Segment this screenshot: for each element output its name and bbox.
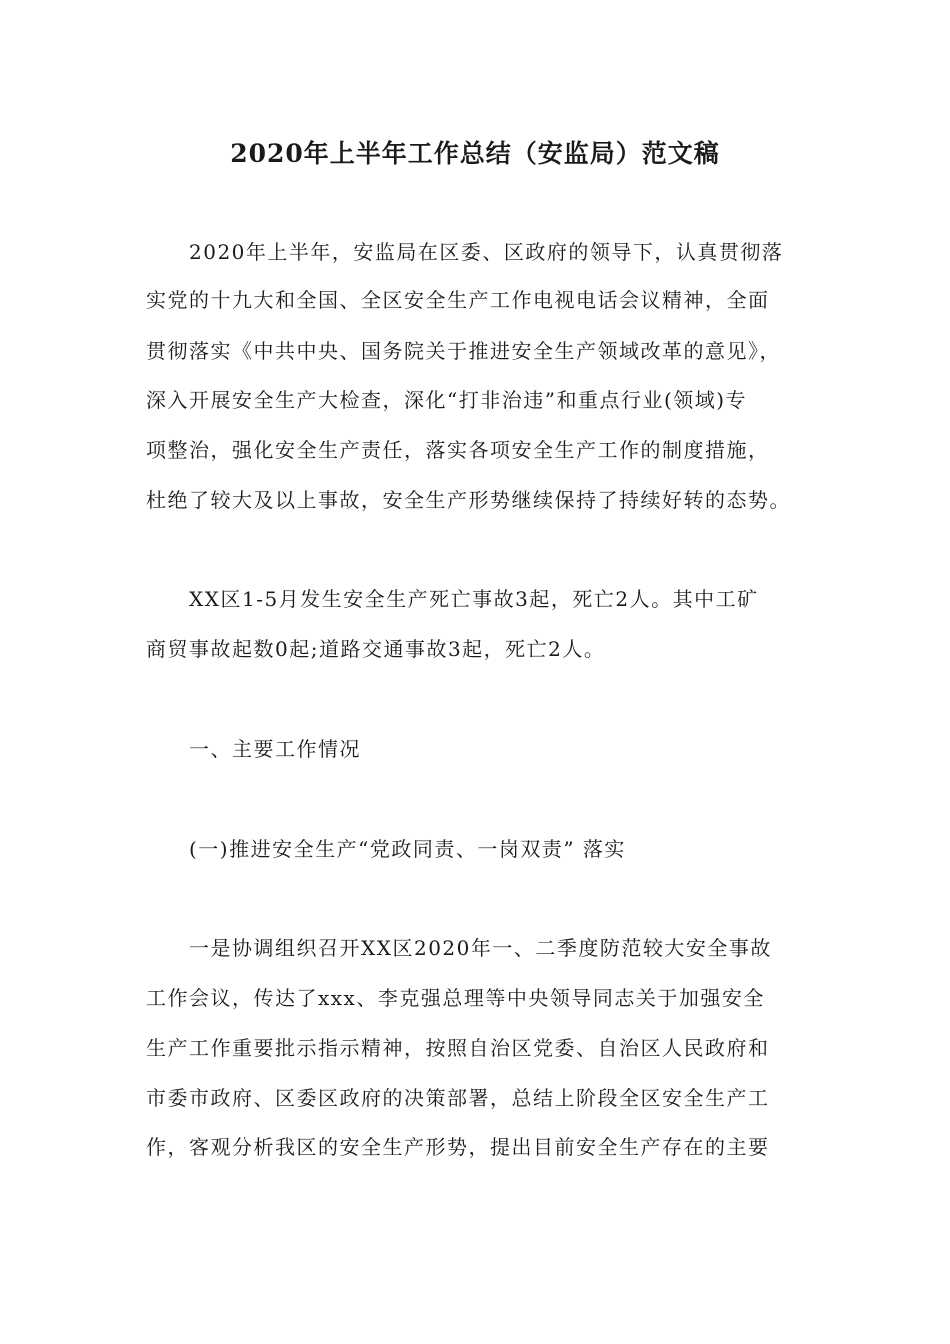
paragraph-3-line: 市委市政府、区委区政府的决策部署，总结上阶段全区安全生产工 <box>146 1086 770 1110</box>
paragraph-3-line: 工作会议，传达了xxx、李克强总理等中央领导同志关于加强安全 <box>146 986 765 1010</box>
section-heading: 一、主要工作情况 <box>189 737 361 761</box>
paragraph-3-line: 一是协调组织召开XX区2020年一、二季度防范较大安全事故 <box>189 936 772 960</box>
paragraph-1-line: 项整治，强化安全生产责任，落实各项安全生产工作的制度措施， <box>146 438 770 462</box>
subsection-heading: (一)推进安全生产“党政同责、一岗双责” 落实 <box>189 837 626 861</box>
paragraph-1-line: 2020年上半年，安监局在区委、区政府的领导下，认真贯彻落 <box>189 240 784 264</box>
paragraph-2-line: 商贸事故起数0起;道路交通事故3起，死亡2人。 <box>146 637 606 661</box>
paragraph-1-line: 贯彻落实《中共中央、国务院关于推进安全生产领域改革的意见》， <box>146 339 781 363</box>
paragraph-1-line: 杜绝了较大及以上事故，安全生产形势继续保持了持续好转的态势。 <box>146 488 791 512</box>
paragraph-3-line: 作，客观分析我区的安全生产形势，提出目前安全生产存在的主要 <box>146 1135 770 1159</box>
paragraph-1-line: 深入开展安全生产大检查，深化“打非治违”和重点行业(领域)专 <box>146 388 748 412</box>
paragraph-2-line: XX区1-5月发生安全生产死亡事故3起，死亡2人。其中工矿 <box>189 587 759 611</box>
paragraph-1-line: 实党的十九大和全国、全区安全生产工作电视电话会议精神，全面 <box>146 288 770 312</box>
paragraph-3-line: 生产工作重要批示指示精神，按照自治区党委、自治区人民政府和 <box>146 1036 770 1060</box>
document-title: 2020年上半年工作总结（安监局）范文稿 <box>230 139 720 168</box>
